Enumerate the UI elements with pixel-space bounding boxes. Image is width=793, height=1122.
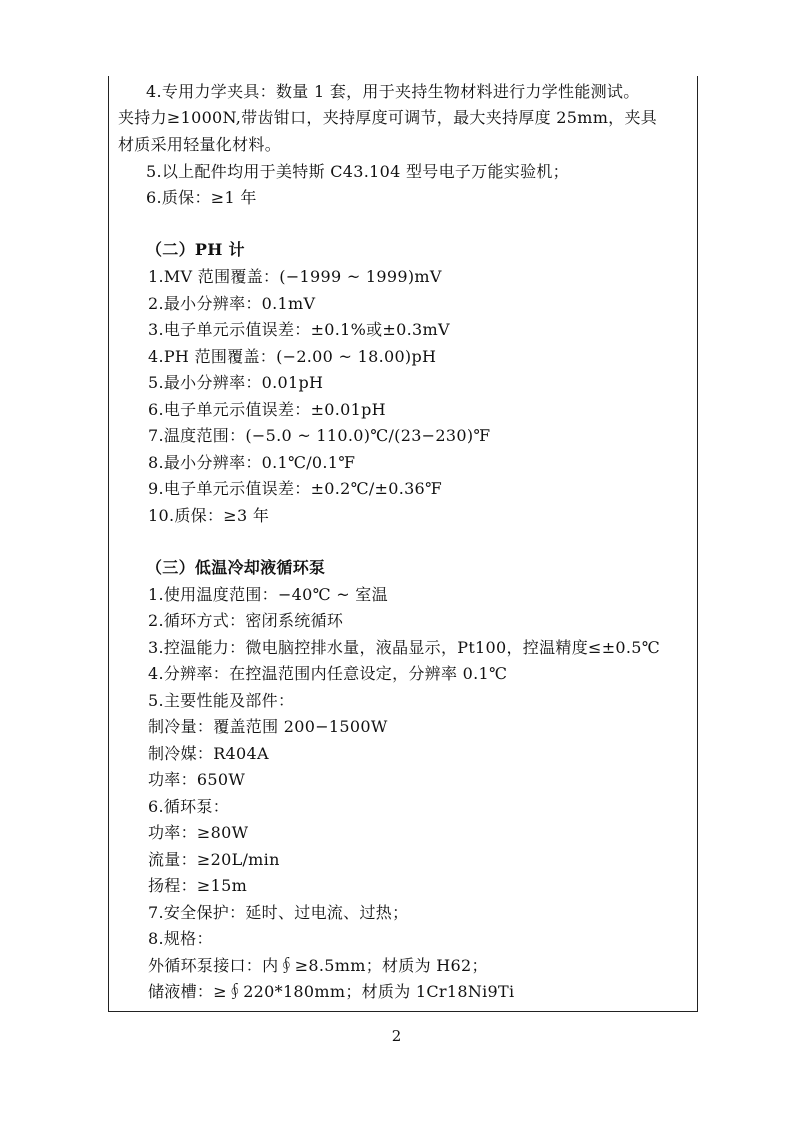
list-item: 6.电子单元示值误差：±0.01pH [148, 400, 386, 419]
list-item: 流量：≥20L/min [148, 850, 280, 869]
list-item: 8.规格： [148, 929, 213, 948]
list-item: 1.使用温度范围：−40℃ ~ 室温 [148, 585, 388, 604]
list-item: 9.电子单元示值误差：±0.2℃/±0.36℉ [148, 479, 443, 498]
list-item: 1.MV 范围覆盖：(−1999 ~ 1999)mV [148, 267, 442, 286]
item-4-line-2: 夹持力≥1000N,带齿钳口，夹持厚度可调节，最大夹持厚度 25mm，夹具 [118, 108, 658, 127]
list-item: 5.最小分辨率：0.01pH [148, 373, 324, 392]
list-item: 7.安全保护：延时、过电流、过热； [148, 903, 409, 922]
list-item: 功率：650W [148, 770, 246, 789]
section-heading-chiller: （三）低温冷却液循环泵 [146, 558, 326, 577]
section-heading-ph-meter: （二）PH 计 [146, 240, 245, 259]
list-item: 8.最小分辨率：0.1℃/0.1℉ [148, 453, 356, 472]
list-item: 5.主要性能及部件： [148, 691, 295, 710]
item-4-line-3: 材质采用轻量化材料。 [118, 135, 282, 154]
item-6: 6.质保：≥1 年 [146, 188, 257, 207]
list-item: 制冷媒：R404A [148, 744, 269, 763]
list-item: 10.质保：≥3 年 [148, 506, 270, 525]
list-item: 7.温度范围：(−5.0 ~ 110.0)℃/(23−230)℉ [148, 426, 491, 445]
list-item: 3.控温能力：微电脑控排水量，液晶显示，Pt100，控温精度≤±0.5℃ [148, 638, 660, 657]
table-frame [108, 76, 698, 1012]
list-item: 制冷量：覆盖范围 200−1500W [148, 717, 388, 736]
list-item: 4.PH 范围覆盖：(−2.00 ~ 18.00)pH [148, 347, 437, 366]
list-item: 外循环泵接口：内∮≥8.5mm；材质为 H62； [148, 956, 488, 975]
page-number: 2 [391, 1027, 402, 1045]
list-item: 2.循环方式：密闭系统循环 [148, 611, 344, 630]
list-item: 3.电子单元示值误差：±0.1%或±0.3mV [148, 320, 450, 339]
list-item: 功率：≥80W [148, 823, 249, 842]
list-item: 6.循环泵： [148, 797, 230, 816]
list-item: 2.最小分辨率：0.1mV [148, 294, 316, 313]
list-item: 4.分辨率：在控温范围内任意设定，分辨率 0.1℃ [148, 664, 508, 683]
list-item: 储液槽：≥∮220*180mm；材质为 1Cr18Ni9Ti [148, 982, 515, 1001]
list-item: 扬程：≥15m [148, 876, 248, 895]
item-5: 5.以上配件均用于美特斯 C43.104 型号电子万能实验机； [146, 162, 569, 181]
item-4-line-1: 4.专用力学夹具：数量 1 套，用于夹持生物材料进行力学性能测试。 [146, 82, 640, 101]
